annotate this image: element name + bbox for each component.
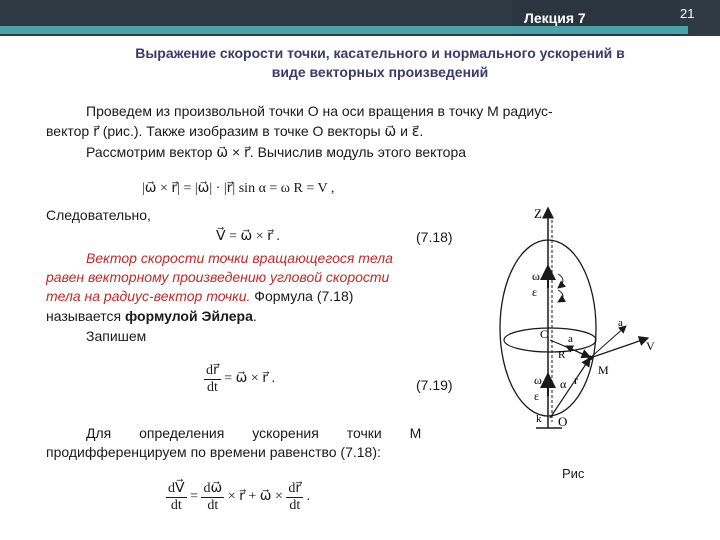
- label-c: C: [540, 327, 549, 341]
- f3-den-2: dt: [207, 498, 219, 513]
- equation-number-7-18: (7.18): [416, 229, 453, 245]
- label-k: k: [536, 413, 542, 425]
- lecture-label: Лекция 7: [524, 10, 586, 26]
- label-v: V: [646, 339, 655, 353]
- euler-statement-line-3: [46, 287, 353, 306]
- point-m: [588, 356, 593, 361]
- label-a-tau: a: [618, 317, 623, 329]
- write-down-label: Запишем: [86, 328, 147, 344]
- euler-statement-line-2: равен векторному произведению угловой скорости: [46, 269, 390, 285]
- acceleration-line-2: продифференцируем по времени равенство (7.18):: [46, 444, 381, 460]
- formula-7-19-rhs: = ω⃗ × r⃗ .: [224, 371, 276, 387]
- epsilon-rotation-arc: [558, 290, 563, 302]
- f3-num-3: dr⃗: [288, 481, 302, 496]
- formula-7-19-denominator: dt: [206, 380, 218, 395]
- f3-num-1: dV⃗: [168, 481, 185, 496]
- label-a-n: a: [568, 333, 573, 345]
- label-z: Z: [534, 206, 542, 221]
- label-r-big: R: [558, 349, 566, 361]
- euler-statement-formula-ref: Формула (7.18): [250, 288, 354, 304]
- title-line-1: Выражение скорости точки, касательного и нормального ускорений в: [135, 45, 625, 61]
- formula-7-19-numerator: dr⃗: [206, 363, 219, 378]
- label-m: M: [598, 363, 609, 377]
- formula-7-18: V⃗ = ω⃗ × r⃗ .: [216, 229, 280, 244]
- paragraph-1-line-1: Проведем из произвольной точки O на оси вращения в точку M радиус-: [86, 103, 553, 119]
- label-omega-top: ω: [532, 269, 540, 283]
- euler-statement-italic: тела на радиус-вектор точки.: [46, 288, 251, 304]
- euler-suffix: .: [252, 308, 257, 324]
- f3-middle: × r⃗ + ω⃗ ×: [227, 489, 283, 505]
- euler-name-line: [46, 307, 257, 325]
- omega-rotation-arc: [558, 274, 563, 288]
- equation-number-7-19: (7.19): [416, 377, 453, 393]
- f3-den-3: dt: [289, 498, 301, 513]
- formula-7-19: [204, 362, 275, 396]
- slide-number: 21: [680, 6, 695, 21]
- label-omega-low: ω: [534, 373, 542, 387]
- label-epsilon-top: ε: [532, 285, 538, 299]
- f3-den-1: dt: [170, 498, 182, 513]
- figure-caption: Рис: [562, 466, 585, 481]
- velocity-vector: [590, 338, 648, 358]
- formula-modulus: |ω⃗ × r⃗| = |ω⃗| · |r⃗| sin α = ω R = V ,: [142, 181, 335, 196]
- paragraph-2: Рассмотрим вектор ω⃗ × r⃗. Вычислив модуль этого вектора: [86, 144, 467, 160]
- acceleration-line-1: [86, 424, 458, 442]
- title-line-2: виде векторных произведений: [271, 64, 489, 80]
- euler-formula-name: формулой Эйлера: [124, 308, 253, 324]
- slide-title: [80, 44, 680, 82]
- label-alpha: α: [560, 377, 567, 391]
- paragraph-1-line-2: вектор r⃗ (рис.). Также изобразим в точке O векторы ω⃗ и ε⃗.: [46, 123, 424, 139]
- label-o: O: [558, 414, 568, 429]
- rotation-figure: [470, 200, 670, 440]
- header-accent-stripe: [0, 26, 688, 34]
- radius-vector-r: [550, 358, 590, 418]
- consequently-label: Следовательно,: [46, 207, 151, 223]
- acceleration-line-1-text: Для определения ускорения точки M: [86, 425, 422, 441]
- euler-statement-line-1: Вектор скорости точки вращающегося тела: [86, 250, 393, 266]
- label-epsilon-low: ε: [534, 389, 540, 403]
- euler-prefix: называется: [46, 308, 125, 324]
- label-r-small: r: [574, 373, 578, 387]
- f3-num-2: dω⃗: [203, 481, 223, 496]
- formula-acceleration: $\frac{dV⃗}{dt}$ = $\frac{d\omega⃗}{dt}$ × r⃗ + ω⃗ × $\frac{dr⃗}{dt}$ .: [168, 481, 311, 513]
- f3-end: .: [306, 489, 311, 505]
